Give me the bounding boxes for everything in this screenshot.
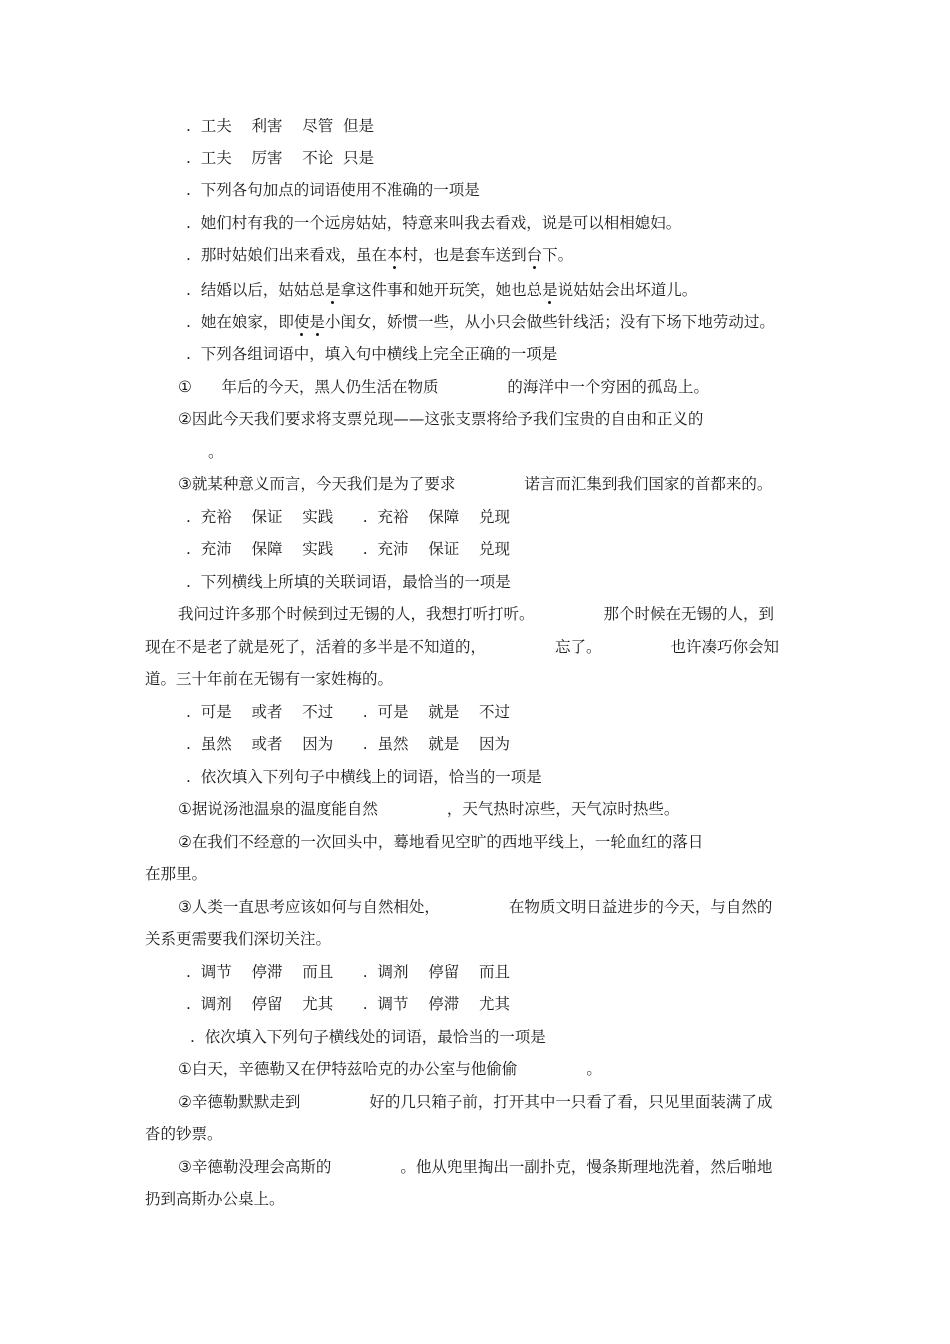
question-line: . 下列横线上所填的关联词语，最恰当的一项是 <box>186 573 511 591</box>
passage-line: ③辛德勒没理会高斯的 。他从兜里掏出一副扑克，慢条斯理地洗着，然后啪地 <box>178 1158 773 1176</box>
question-line: . 下列各组词语中，填入句中横线上完全正确的一项是 <box>186 345 558 363</box>
option-line: . 工夫 厉害 不论 只是 <box>186 149 375 167</box>
option-line: . 调剂 停留 尤其 . 调节 停滞 尤其 <box>186 995 510 1013</box>
passage-line: ②因此今天我们要求将支票兑现——这张支票将给予我们宝贵的自由和正义的 <box>178 410 704 428</box>
option-line: . 可是 或者 不过 . 可是 就是 不过 <box>186 703 510 721</box>
option-line: . 工夫 利害 尽管 但是 <box>186 117 375 135</box>
option-line: . 充沛 保障 实践 . 充沛 保证 兑现 <box>186 540 510 558</box>
option-line-dotted: . 结婚以后，姑姑总是拿这件事和她开玩笑，她也总是说姑姑会出坏道儿。 <box>186 281 698 299</box>
passage-line: 扔到高斯办公桌上。 <box>145 1190 285 1208</box>
emphasis-dot-char: 是 <box>542 281 558 299</box>
passage-line: ②在我们不经意的一次回头中，蓦地看见空旷的西地平线上，一轮血红的落日 <box>178 833 704 851</box>
option-line-dotted: . 她在娘家，即使是小闺女，娇惯一些，从小只会做些针线活；没有下场下地劳动过。 <box>186 313 775 331</box>
emphasis-dot-char: 是 <box>309 313 325 331</box>
option-line-dotted: . 那时姑娘们出来看戏，虽在本村，也是套车送到台下。 <box>186 246 574 264</box>
passage-line: 沓的钞票。 <box>145 1125 223 1143</box>
passage-line: 在那里。 <box>145 865 208 883</box>
passage-line: ③人类一直思考应该如何与自然相处， 在物质文明日益进步的今天，与自然的 <box>178 898 773 916</box>
passage-line: 关系更需要我们深切关注。 <box>145 930 332 948</box>
option-line: . 调节 停滞 而且 . 调剂 停留 而且 <box>186 963 510 981</box>
passage-line: ①据说汤池温泉的温度能自然 ，天气热时凉些，天气凉时热些。 <box>178 800 680 818</box>
passage-line: 道。三十年前在无锡有一家姓梅的。 <box>145 670 394 688</box>
emphasis-dot-char: 使 <box>293 313 310 331</box>
question-line: . 依次填入下列句子中横线上的词语，恰当的一项是 <box>186 768 542 786</box>
emphasis-dot-char: 台 <box>526 246 543 264</box>
emphasis-dot-char: 本 <box>387 246 403 264</box>
option-line: . 虽然 或者 因为 . 虽然 就是 因为 <box>186 735 510 753</box>
passage-line: 。 <box>208 443 224 461</box>
passage-line: ②辛德勒默默走到 好的几只箱子前，打开其中一只看了看，只见里面装满了成 <box>178 1093 773 1111</box>
passage-line: ①白天，辛德勒又在伊特兹哈克的办公室与他偷偷 。 <box>178 1060 602 1078</box>
question-line: . 下列各句加点的词语使用不准确的一项是 <box>186 181 480 199</box>
passage-line: 现在不是老了就是死了，活着的多半是不知道的， 忘了。 也许凑巧你会知 <box>145 638 779 656</box>
option-line: . 她们村有我的一个远房姑姑，特意来叫我去看戏，说是可以相相媳妇。 <box>186 214 682 232</box>
passage-line: ③就某种意义而言，今天我们是为了要求 诺言而汇集到我们国家的首都来的。 <box>178 475 773 493</box>
question-line: . 依次填入下列句子横线处的词语，最恰当的一项是 <box>190 1028 546 1046</box>
emphasis-dot-char: 是 <box>324 281 341 299</box>
passage-line: 我问过许多那个时候到过无锡的人，我想打听打听。 那个时候在无锡的人，到 <box>178 605 774 623</box>
option-line: . 充裕 保证 实践 . 充裕 保障 兑现 <box>186 508 510 526</box>
passage-line: ① 年后的今天，黑人仍生活在物质 的海洋中一个穷困的孤岛上。 <box>178 378 709 396</box>
